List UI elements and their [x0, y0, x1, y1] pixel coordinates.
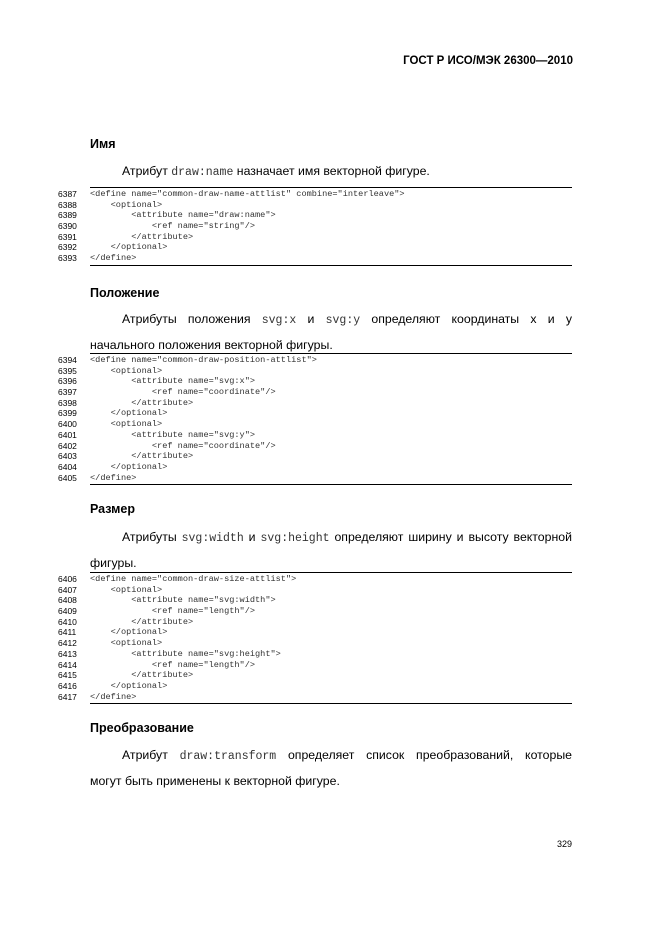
line-number: 6389: [58, 210, 77, 221]
section-heading-size: Размер: [90, 502, 136, 516]
code-line: [58, 221, 572, 232]
paragraph-line: [90, 743, 572, 769]
line-number: 6402: [58, 440, 77, 451]
code-line: [58, 473, 572, 484]
inline-code: svg:y: [325, 314, 361, 327]
code-text: <optional>: [90, 638, 163, 649]
paragraph-line: фигуры.: [90, 556, 137, 570]
paragraph-line: [90, 159, 572, 185]
paragraph-line: [90, 307, 572, 333]
line-number: 6409: [58, 606, 77, 617]
line-number: 6401: [58, 429, 77, 440]
code-text: <ref name="coordinate"/>: [90, 440, 276, 451]
code-rule-bottom: [90, 703, 572, 704]
line-number: 6410: [58, 616, 77, 627]
line-number: 6394: [58, 355, 77, 365]
line-number: 6400: [58, 419, 77, 430]
code-line: [58, 376, 572, 387]
code-text: <define name="common-draw-position-attlist">: [90, 355, 317, 365]
document-header: ГОСТ Р ИСО/МЭК 26300—2010: [403, 55, 573, 67]
inline-code: draw:transform: [179, 750, 277, 763]
code-line: [58, 660, 572, 671]
line-number: 6387: [58, 189, 77, 199]
code-text: <define name="common-draw-size-attlist">: [90, 574, 297, 584]
text-run: и: [296, 312, 326, 326]
code-text: </optional>: [90, 461, 168, 472]
code-text: </attribute>: [90, 670, 194, 681]
text-run: Атрибуты: [122, 530, 182, 544]
code-block-position: [58, 353, 572, 485]
code-text: </define>: [90, 472, 137, 483]
line-number: 6406: [58, 574, 77, 584]
line-number: 6396: [58, 376, 77, 387]
code-body: [58, 573, 572, 703]
line-number: 6395: [58, 365, 77, 376]
code-text: <attribute name="svg:height">: [90, 648, 281, 659]
code-rule-bottom: [90, 484, 572, 485]
line-number: 6407: [58, 584, 77, 595]
paragraph-line: начального положения векторной фигуры.: [90, 338, 333, 352]
paragraph-size: [90, 525, 572, 575]
section-heading-position: Положение: [90, 286, 160, 300]
code-rule-bottom: [90, 265, 572, 266]
inline-code: svg:x: [261, 314, 297, 327]
code-text: </attribute>: [90, 451, 194, 462]
code-block-name: [58, 187, 572, 266]
code-body: [58, 354, 572, 484]
line-number: 6412: [58, 638, 77, 649]
line-number: 6397: [58, 387, 77, 398]
text-run: определяет список преобразований, которые: [276, 748, 572, 762]
line-number: 6399: [58, 408, 77, 419]
code-line: [58, 189, 572, 200]
line-number: 6391: [58, 231, 77, 242]
code-line: [58, 692, 572, 703]
text-run: определяют координаты x и y: [360, 312, 573, 326]
code-line: [58, 242, 572, 253]
code-text: <optional>: [90, 365, 163, 376]
paragraph-line: могут быть применены к векторной фигуре.: [90, 774, 340, 788]
code-line: [58, 253, 572, 264]
line-number: 6411: [58, 627, 77, 638]
code-text: <optional>: [90, 419, 163, 430]
line-number: 6388: [58, 199, 77, 210]
code-text: <define name="common-draw-name-attlist" combine="interleave">: [90, 189, 405, 199]
code-text: </optional>: [90, 627, 168, 638]
code-line: [58, 627, 572, 638]
code-line: [58, 408, 572, 419]
code-line: [58, 585, 572, 596]
text-run: определяют ширину и высоту векторной: [329, 530, 572, 544]
inline-code: svg:width: [181, 532, 244, 545]
code-line: [58, 462, 572, 473]
code-line: [58, 441, 572, 452]
code-line: [58, 355, 572, 366]
code-text: <attribute name="svg:width">: [90, 595, 276, 606]
line-number: 6413: [58, 648, 77, 659]
line-number: 6390: [58, 221, 77, 232]
code-text: <attribute name="draw:name">: [90, 210, 276, 221]
code-text: <attribute name="svg:y">: [90, 429, 256, 440]
code-line: [58, 366, 572, 377]
code-line: [58, 606, 572, 617]
code-text: <ref name="length"/>: [90, 659, 256, 670]
line-number: 6408: [58, 595, 77, 606]
line-number: 6403: [58, 451, 77, 462]
code-block-size: [58, 572, 572, 704]
line-number: 6398: [58, 397, 77, 408]
text-run: Атрибут: [122, 164, 172, 178]
paragraph-transform: [90, 743, 572, 793]
code-text: <ref name="length"/>: [90, 606, 256, 617]
code-text: </attribute>: [90, 397, 194, 408]
code-text: <ref name="coordinate"/>: [90, 387, 276, 398]
code-line: [58, 574, 572, 585]
text-run: и: [243, 530, 261, 544]
code-line: [58, 419, 572, 430]
code-text: <ref name="string"/>: [90, 221, 256, 232]
code-text: <optional>: [90, 584, 163, 595]
paragraph-name: [90, 159, 572, 185]
code-line: [58, 398, 572, 409]
code-line: [58, 232, 572, 243]
code-line: [58, 681, 572, 692]
code-line: [58, 200, 572, 211]
line-number: 6392: [58, 242, 77, 253]
code-line: [58, 649, 572, 660]
text-run: Атрибут: [122, 748, 180, 762]
section-heading-transform: Преобразование: [90, 721, 194, 735]
page-number: 329: [556, 839, 572, 849]
code-line: [58, 670, 572, 681]
line-number: 6393: [58, 253, 77, 264]
code-text: </optional>: [90, 408, 168, 419]
section-heading-name: Имя: [90, 137, 116, 151]
code-line: [58, 595, 572, 606]
inline-code: draw:name: [171, 166, 234, 179]
line-number: 6416: [58, 680, 77, 691]
code-text: </optional>: [90, 242, 168, 253]
code-text: <attribute name="svg:x">: [90, 376, 256, 387]
text-run: Атрибуты положения: [122, 312, 262, 326]
paragraph-position: [90, 307, 572, 357]
line-number: 6405: [58, 472, 77, 483]
paragraph-line: [90, 525, 572, 551]
code-text: </attribute>: [90, 616, 194, 627]
code-line: [58, 451, 572, 462]
code-text: </define>: [90, 691, 137, 702]
code-body: [58, 188, 572, 265]
text-run: назначает имя векторной фигуре.: [233, 164, 430, 178]
code-text: <optional>: [90, 199, 163, 210]
code-line: [58, 387, 572, 398]
line-number: 6417: [58, 691, 77, 702]
code-text: </define>: [90, 253, 137, 264]
inline-code: svg:height: [260, 532, 330, 545]
line-number: 6404: [58, 461, 77, 472]
code-line: [58, 638, 572, 649]
line-number: 6414: [58, 659, 77, 670]
code-text: </optional>: [90, 680, 168, 691]
code-line: [58, 430, 572, 441]
code-text: </attribute>: [90, 231, 194, 242]
line-number: 6415: [58, 670, 77, 681]
code-line: [58, 210, 572, 221]
code-line: [58, 617, 572, 628]
